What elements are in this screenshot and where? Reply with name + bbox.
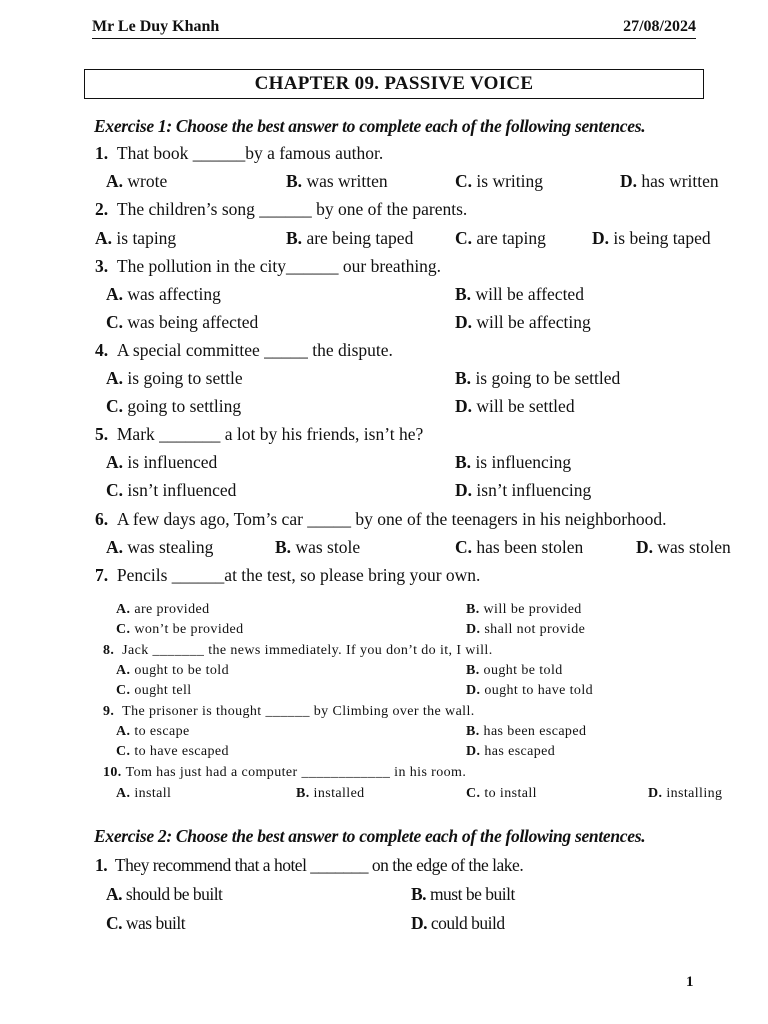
option-5c: C. isn’t influenced bbox=[106, 480, 237, 500]
option-6c: C. has been stolen bbox=[455, 537, 584, 557]
header-date: 27/08/2024 bbox=[623, 18, 696, 35]
option-3c: C. was being affected bbox=[106, 312, 259, 332]
option-7c: C. won’t be provided bbox=[116, 622, 244, 637]
option-9a: A. to escape bbox=[116, 724, 190, 739]
ex2-question-1: 1. They recommend that a hotel _______ on the edge of the lake. bbox=[95, 855, 524, 875]
option-10a: A. install bbox=[116, 786, 172, 801]
option-2a: A. is taping bbox=[95, 228, 177, 248]
question-4: 4. A special committee _____ the dispute. bbox=[95, 340, 393, 360]
option-10c: C. to install bbox=[466, 786, 537, 801]
option-4c: C. going to settling bbox=[106, 396, 242, 416]
ex2-option-1a: A. should be built bbox=[106, 884, 223, 904]
chapter-title: CHAPTER 09. PASSIVE VOICE bbox=[84, 69, 704, 99]
option-7d: D. shall not provide bbox=[466, 622, 586, 637]
option-2b: B. are being taped bbox=[286, 228, 414, 248]
option-8c: C. ought tell bbox=[116, 683, 192, 698]
option-6a: A. was stealing bbox=[106, 537, 214, 557]
page-number: 1 bbox=[686, 974, 694, 990]
question-6: 6. A few days ago, Tom’s car _____ by one of the teenagers in his neighborhood. bbox=[95, 509, 667, 529]
exercise-1-heading: Exercise 1: Choose the best answer to complete each of the following sentences. bbox=[94, 116, 646, 136]
option-1b: B. was written bbox=[286, 171, 388, 191]
question-9: 9. The prisoner is thought ______ by Climbing over the wall. bbox=[103, 704, 475, 719]
ex2-option-1b: B. must be built bbox=[411, 884, 515, 904]
option-1a: A. wrote bbox=[106, 171, 168, 191]
option-8b: B. ought be told bbox=[466, 663, 563, 678]
option-9d: D. has escaped bbox=[466, 744, 556, 759]
ex2-option-1c: C. was built bbox=[106, 913, 186, 933]
option-10b: B. installed bbox=[296, 786, 365, 801]
ex2-option-1d: D. could build bbox=[411, 913, 505, 933]
question-5: 5. Mark _______ a lot by his friends, isn’t he? bbox=[95, 424, 424, 444]
option-4b: B. is going to be settled bbox=[455, 368, 621, 388]
question-1: 1. That book ______by a famous author. bbox=[95, 143, 384, 163]
option-7a: A. are provided bbox=[116, 602, 210, 617]
option-8a: A. ought to be told bbox=[116, 663, 230, 678]
question-3: 3. The pollution in the city______ our breathing. bbox=[95, 256, 442, 276]
option-3a: A. was affecting bbox=[106, 284, 221, 304]
option-4d: D. will be settled bbox=[455, 396, 575, 416]
option-9b: B. has been escaped bbox=[466, 724, 587, 739]
option-7b: B. will be provided bbox=[466, 602, 582, 617]
option-2c: C. are taping bbox=[455, 228, 546, 248]
option-1d: D. has written bbox=[620, 171, 719, 191]
question-8: 8. Jack _______ the news immediately. If you don’t do it, I will. bbox=[103, 643, 493, 658]
option-5d: D. isn’t influencing bbox=[455, 480, 592, 500]
option-3b: B. will be affected bbox=[455, 284, 584, 304]
option-5b: B. is influencing bbox=[455, 452, 572, 472]
question-2: 2. The children’s song ______ by one of the parents. bbox=[95, 199, 468, 219]
option-6b: B. was stole bbox=[275, 537, 361, 557]
option-1c: C. is writing bbox=[455, 171, 543, 191]
exercise-2-heading: Exercise 2: Choose the best answer to complete each of the following sentences. bbox=[94, 826, 646, 846]
option-3d: D. will be affecting bbox=[455, 312, 591, 332]
page-header bbox=[92, 18, 696, 39]
option-5a: A. is influenced bbox=[106, 452, 218, 472]
option-10d: D. installing bbox=[648, 786, 723, 801]
author-name: Mr Le Duy Khanh bbox=[92, 18, 220, 35]
option-8d: D. ought to have told bbox=[466, 683, 594, 698]
question-10: 10. Tom has just had a computer ____________ in his room. bbox=[103, 765, 467, 780]
option-6d: D. was stolen bbox=[636, 537, 731, 557]
option-9c: C. to have escaped bbox=[116, 744, 229, 759]
option-2d: D. is being taped bbox=[592, 228, 711, 248]
option-4a: A. is going to settle bbox=[106, 368, 243, 388]
question-7: 7. Pencils ______at the test, so please bring your own. bbox=[95, 565, 481, 585]
